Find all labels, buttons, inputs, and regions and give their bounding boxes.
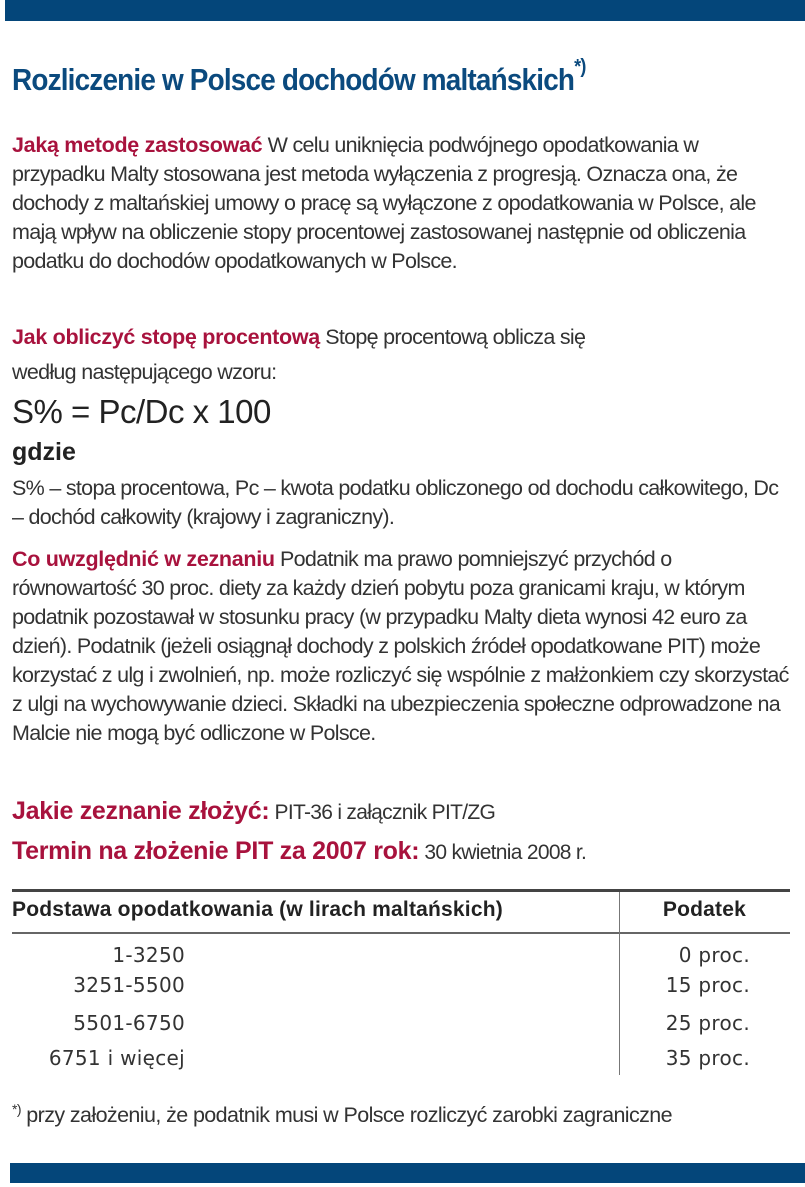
- title-footnote-marker: *): [574, 56, 586, 78]
- table-cell-rate: 35 proc.: [665, 1046, 750, 1070]
- section-rate-heading: Jak obliczyć stopę procentową: [12, 325, 320, 349]
- table-column-divider: [619, 892, 620, 1075]
- section-deadline-heading: Termin na złożenie PIT za 2007 rok:: [12, 837, 420, 865]
- section-form-body: PIT-36 i załącznik PIT/ZG: [269, 801, 496, 824]
- table-header-rule: [12, 932, 790, 934]
- tax-rate-table: [12, 889, 790, 1079]
- section-declaration: [12, 545, 792, 748]
- section-rate: [12, 323, 792, 387]
- section-rate-body-continued: według następującego wzoru:: [12, 360, 277, 384]
- section-deadline: [12, 837, 792, 867]
- rate-formula: S% = Pc/Dc x 100: [12, 393, 271, 430]
- top-banner-bar: [5, 0, 805, 21]
- table-cell-range: 1-3250: [112, 943, 185, 967]
- table-header-tax-base: Podstawa opodatkowania (w lirach maltańskich): [12, 898, 503, 921]
- section-declaration-heading: Co uwzględnić w zeznaniu: [12, 547, 275, 571]
- page-title: [12, 56, 586, 98]
- formula-definitions: S% – stopa procentowa, Pc – kwota podatku obliczonego od dochodu całkowitego, Dc – dochód całkowity (krajowy i zagraniczny).: [12, 476, 779, 529]
- section-form: [12, 797, 792, 827]
- section-rate-body: Stopę procentową oblicza się: [319, 325, 586, 349]
- table-cell-range: 5501-6750: [73, 1011, 185, 1035]
- table-cell-rate: 25 proc.: [665, 1011, 750, 1035]
- section-method-heading: Jaką metodę zastosować: [12, 133, 263, 157]
- section-form-heading: Jakie zeznanie złożyć:: [12, 797, 270, 825]
- footnote: [12, 1103, 672, 1128]
- section-declaration-body: Podatnik ma prawo pomniejszyć przychód o równowartość 30 proc. diety za każdy dzień pobytu poza granicami kraju, w którym podatnik pozostawał w stosunku pracy (w przypadku Malty dieta wynosi 42 euro za dzień). Podatnik (jeżeli osiągnął dochody z polskich źródeł opodatkowane PIT) może korzystać z ulg i zwolnień, np. może rozliczyć się wspólnie z małżonkiem czy skorzystać z ulgi na wychowywanie dzieci. Składki na ubezpieczenia społeczne odprowadzone na Malcie nie mogą być odliczone w Polsce.: [12, 547, 789, 745]
- section-deadline-body: 30 kwietnia 2008 r.: [419, 841, 587, 864]
- footnote-marker: *): [12, 1101, 21, 1117]
- title-text: Rozliczenie w Polsce dochodów maltańskich: [12, 62, 575, 97]
- table-cell-rate: 0 proc.: [678, 943, 750, 967]
- table-header-tax: Podatek: [662, 898, 746, 921]
- footnote-text: przy założeniu, że podatnik musi w Polsce rozliczyć zarobki zagraniczne: [20, 1103, 672, 1127]
- table-cell-range: 6751 i więcej: [48, 1046, 185, 1070]
- bottom-banner-bar: [10, 1163, 805, 1183]
- section-method-body: W celu uniknięcia podwójnego opodatkowania w przypadku Malty stosowana jest metoda wyłączenia z progresją. Oznacza ona, że dochody z maltańskiej umowy o pracę są wyłączone z opodatkowania w Polsce, ale mają wpływ na obliczenie stopy procentowej zastosowanej następnie od obliczenia podatku do dochodów opodatkowanych w Polsce.: [12, 133, 756, 273]
- table-cell-range: 3251-5500: [73, 973, 185, 997]
- formula-where-label: gdzie: [12, 438, 76, 466]
- table-cell-rate: 15 proc.: [665, 973, 750, 997]
- section-method: [12, 131, 792, 276]
- table-top-rule: [12, 889, 790, 892]
